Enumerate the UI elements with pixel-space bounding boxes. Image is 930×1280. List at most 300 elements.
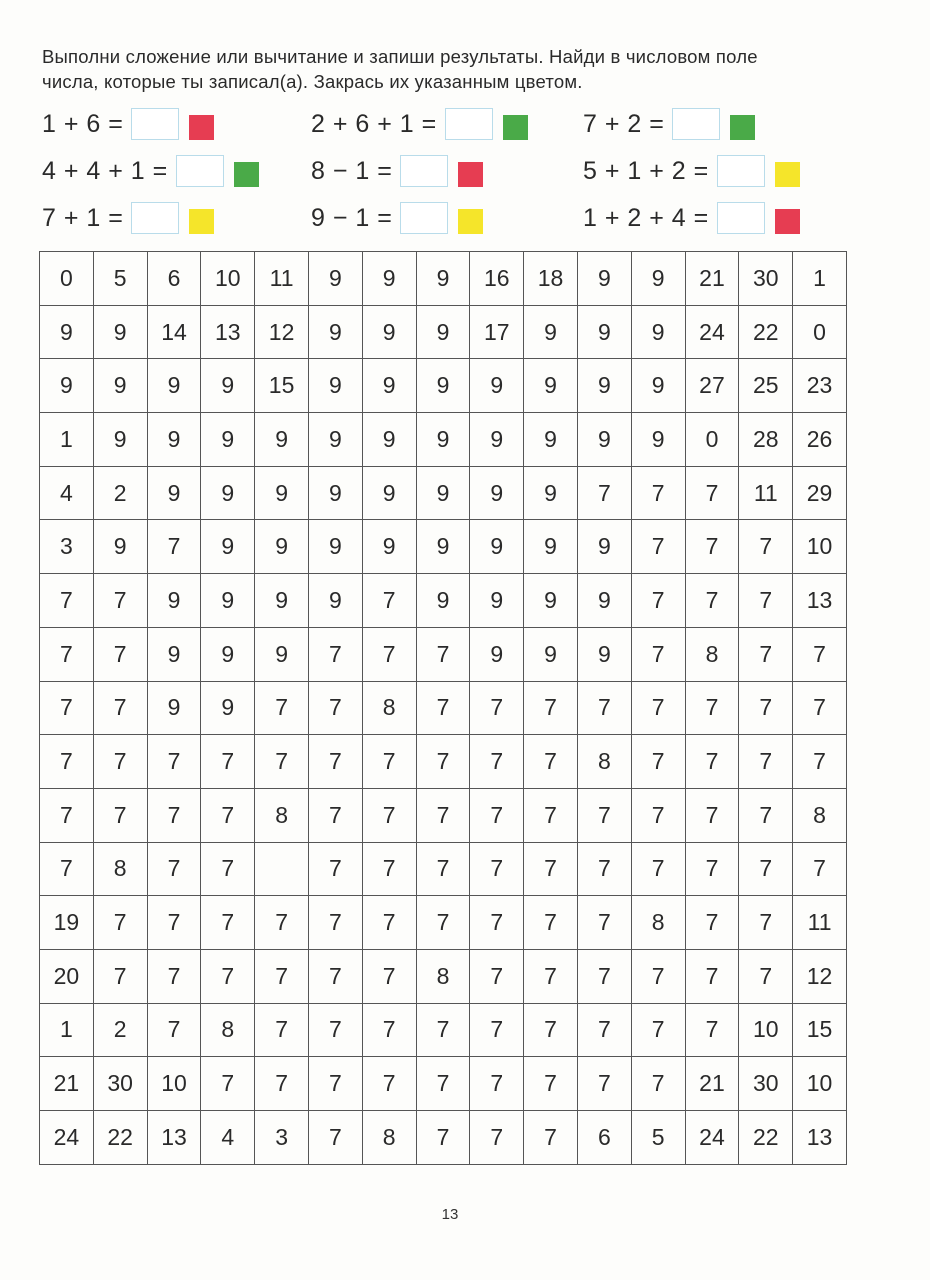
grid-cell[interactable]: 9	[147, 574, 201, 628]
grid-cell[interactable]: 9	[201, 681, 255, 735]
grid-cell[interactable]: 23	[793, 359, 847, 413]
grid-cell[interactable]: 9	[631, 413, 685, 467]
grid-cell[interactable]: 7	[93, 735, 147, 789]
grid-cell[interactable]: 7	[40, 788, 94, 842]
grid-cell[interactable]: 7	[416, 1111, 470, 1165]
grid-cell[interactable]: 9	[362, 466, 416, 520]
grid-cell[interactable]: 1	[40, 1003, 94, 1057]
grid-cell[interactable]: 9	[362, 520, 416, 574]
page-number: 13	[441, 1206, 459, 1223]
grid-cell[interactable]: 9	[308, 359, 362, 413]
grid-cell[interactable]: 9	[416, 252, 470, 306]
grid-cell[interactable]: 9	[416, 574, 470, 628]
grid-cell[interactable]: 11	[739, 466, 793, 520]
grid-cell[interactable]: 9	[40, 305, 94, 359]
grid-cell[interactable]: 9	[255, 413, 309, 467]
grid-cell[interactable]: 7	[685, 466, 739, 520]
equation-8	[311, 201, 483, 235]
grid-row	[40, 359, 847, 413]
grid-cell[interactable]: 7	[577, 1003, 631, 1057]
grid-cell[interactable]: 7	[93, 627, 147, 681]
grid-cell[interactable]: 18	[524, 252, 578, 306]
grid-cell[interactable]: 9	[308, 252, 362, 306]
grid-cell[interactable]: 17	[470, 305, 524, 359]
grid-cell[interactable]: 13	[201, 305, 255, 359]
grid-row	[40, 1003, 847, 1057]
grid-cell[interactable]: 0	[685, 413, 739, 467]
grid-cell[interactable]: 16	[470, 252, 524, 306]
grid-cell[interactable]: 9	[631, 305, 685, 359]
grid-cell[interactable]: 6	[147, 252, 201, 306]
grid-cell[interactable]: 7	[631, 520, 685, 574]
grid-cell[interactable]: 7	[524, 896, 578, 950]
grid-cell[interactable]: 7	[470, 842, 524, 896]
grid-cell[interactable]: 7	[308, 949, 362, 1003]
equation-3	[583, 107, 755, 141]
grid-cell[interactable]: 7	[201, 949, 255, 1003]
grid-cell[interactable]: 7	[362, 735, 416, 789]
grid-cell[interactable]: 21	[685, 1057, 739, 1111]
grid-cell[interactable]: 7	[308, 681, 362, 735]
answer-box[interactable]	[400, 155, 448, 187]
grid-cell[interactable]: 8	[362, 681, 416, 735]
grid-cell[interactable]: 8	[93, 842, 147, 896]
equation-expression: 5 + 1 + 2 =	[583, 156, 709, 185]
grid-cell[interactable]: 7	[40, 681, 94, 735]
answer-box[interactable]	[717, 202, 765, 234]
grid-cell[interactable]: 7	[739, 788, 793, 842]
grid-cell[interactable]: 21	[685, 252, 739, 306]
equation-1	[42, 107, 214, 141]
grid-cell[interactable]: 7	[739, 574, 793, 628]
grid-cell[interactable]: 12	[793, 949, 847, 1003]
grid-cell[interactable]: 7	[739, 681, 793, 735]
grid-cell[interactable]: 9	[147, 681, 201, 735]
grid-cell[interactable]: 7	[470, 1111, 524, 1165]
grid-cell[interactable]: 8	[793, 788, 847, 842]
grid-cell[interactable]: 9	[524, 305, 578, 359]
grid-cell[interactable]: 9	[577, 252, 631, 306]
grid-cell[interactable]: 24	[685, 305, 739, 359]
grid-cell[interactable]: 9	[201, 466, 255, 520]
grid-row	[40, 788, 847, 842]
grid-cell[interactable]: 7	[470, 1003, 524, 1057]
grid-cell[interactable]: 7	[201, 788, 255, 842]
grid-cell[interactable]: 7	[739, 627, 793, 681]
answer-box[interactable]	[445, 108, 493, 140]
grid-cell[interactable]: 9	[362, 252, 416, 306]
grid-cell[interactable]: 7	[362, 842, 416, 896]
grid-cell[interactable]: 7	[631, 574, 685, 628]
grid-row	[40, 735, 847, 789]
grid-cell[interactable]: 7	[308, 896, 362, 950]
grid-cell[interactable]: 7	[631, 627, 685, 681]
grid-cell[interactable]: 10	[793, 1057, 847, 1111]
answer-box[interactable]	[131, 108, 179, 140]
grid-cell[interactable]: 7	[255, 735, 309, 789]
grid-cell[interactable]: 11	[793, 896, 847, 950]
grid-cell[interactable]: 7	[147, 949, 201, 1003]
grid-cell[interactable]: 7	[739, 520, 793, 574]
grid-cell[interactable]: 7	[201, 1057, 255, 1111]
grid-cell[interactable]: 21	[40, 1057, 94, 1111]
color-swatch-red	[189, 115, 214, 140]
grid-row	[40, 1111, 847, 1165]
grid-cell[interactable]: 7	[362, 1003, 416, 1057]
grid-cell[interactable]: 10	[793, 520, 847, 574]
grid-cell[interactable]: 24	[685, 1111, 739, 1165]
grid-cell[interactable]: 8	[685, 627, 739, 681]
grid-cell[interactable]: 15	[793, 1003, 847, 1057]
grid-cell[interactable]: 7	[631, 788, 685, 842]
grid-cell[interactable]: 6	[577, 1111, 631, 1165]
grid-cell[interactable]: 10	[739, 1003, 793, 1057]
grid-cell[interactable]: 7	[416, 681, 470, 735]
grid-cell[interactable]: 7	[793, 627, 847, 681]
grid-cell[interactable]: 7	[201, 735, 255, 789]
grid-cell[interactable]: 5	[93, 252, 147, 306]
grid-cell[interactable]: 7	[524, 1111, 578, 1165]
grid-cell[interactable]: 9	[524, 520, 578, 574]
grid-cell[interactable]: 7	[631, 842, 685, 896]
color-swatch-yellow	[775, 162, 800, 187]
grid-cell[interactable]: 9	[470, 359, 524, 413]
grid-cell[interactable]: 9	[201, 520, 255, 574]
grid-cell[interactable]: 9	[93, 413, 147, 467]
grid-cell[interactable]: 7	[147, 896, 201, 950]
grid-cell[interactable]: 7	[685, 896, 739, 950]
grid-cell[interactable]: 7	[201, 896, 255, 950]
grid-cell[interactable]: 9	[308, 305, 362, 359]
grid-cell[interactable]: 9	[362, 305, 416, 359]
grid-row	[40, 466, 847, 520]
grid-cell[interactable]: 9	[255, 627, 309, 681]
grid-cell[interactable]: 7	[416, 896, 470, 950]
grid-cell[interactable]: 7	[631, 1003, 685, 1057]
grid-cell[interactable]: 9	[524, 359, 578, 413]
grid-cell[interactable]: 7	[308, 842, 362, 896]
grid-cell[interactable]: 5	[631, 1111, 685, 1165]
grid-cell[interactable]: 0	[793, 305, 847, 359]
grid-cell[interactable]: 9	[631, 252, 685, 306]
grid-cell[interactable]: 9	[524, 627, 578, 681]
grid-cell[interactable]: 7	[416, 788, 470, 842]
grid-cell[interactable]: 7	[793, 681, 847, 735]
grid-cell[interactable]: 7	[416, 842, 470, 896]
grid-cell[interactable]: 9	[308, 574, 362, 628]
grid-cell[interactable]	[255, 842, 309, 896]
grid-cell[interactable]: 7	[577, 949, 631, 1003]
grid-cell[interactable]: 7	[40, 627, 94, 681]
grid-cell[interactable]: 7	[524, 949, 578, 1003]
grid-cell[interactable]: 9	[93, 520, 147, 574]
instructions-line-2: числа, которые ты записал(а). Закрась их указанным цветом.	[42, 71, 583, 92]
answer-box[interactable]	[131, 202, 179, 234]
color-swatch-yellow	[189, 209, 214, 234]
grid-cell[interactable]: 7	[40, 842, 94, 896]
grid-cell[interactable]: 7	[255, 896, 309, 950]
grid-cell[interactable]: 1	[793, 252, 847, 306]
grid-cell[interactable]: 29	[793, 466, 847, 520]
grid-cell[interactable]: 9	[577, 627, 631, 681]
answer-box[interactable]	[400, 202, 448, 234]
equation-2	[311, 107, 528, 141]
grid-cell[interactable]: 9	[308, 413, 362, 467]
grid-cell[interactable]: 7	[577, 842, 631, 896]
grid-cell[interactable]: 9	[524, 466, 578, 520]
grid-cell[interactable]: 9	[147, 466, 201, 520]
grid-row	[40, 305, 847, 359]
grid-cell[interactable]: 7	[93, 574, 147, 628]
grid-cell[interactable]: 7	[685, 788, 739, 842]
grid-cell[interactable]: 7	[147, 735, 201, 789]
color-swatch-red	[775, 209, 800, 234]
grid-cell[interactable]: 7	[470, 896, 524, 950]
grid-cell[interactable]: 7	[416, 735, 470, 789]
grid-cell[interactable]: 7	[793, 735, 847, 789]
grid-cell[interactable]: 7	[362, 788, 416, 842]
grid-cell[interactable]: 7	[577, 1057, 631, 1111]
grid-cell[interactable]: 9	[470, 574, 524, 628]
grid-cell[interactable]: 9	[470, 466, 524, 520]
grid-cell[interactable]: 9	[255, 520, 309, 574]
grid-cell[interactable]: 24	[40, 1111, 94, 1165]
grid-cell[interactable]: 20	[40, 949, 94, 1003]
grid-cell[interactable]: 7	[739, 842, 793, 896]
grid-cell[interactable]: 7	[524, 1003, 578, 1057]
grid-cell[interactable]: 11	[255, 252, 309, 306]
grid-cell[interactable]: 15	[255, 359, 309, 413]
answer-box[interactable]	[176, 155, 224, 187]
grid-cell[interactable]: 7	[255, 1003, 309, 1057]
grid-cell[interactable]: 7	[416, 627, 470, 681]
grid-cell[interactable]: 19	[40, 896, 94, 950]
grid-cell[interactable]: 7	[93, 788, 147, 842]
grid-cell[interactable]: 12	[255, 305, 309, 359]
equation-5	[311, 154, 483, 188]
grid-cell[interactable]: 7	[577, 681, 631, 735]
grid-cell[interactable]: 30	[739, 1057, 793, 1111]
grid-cell[interactable]: 7	[362, 896, 416, 950]
grid-cell[interactable]: 7	[201, 842, 255, 896]
grid-cell[interactable]: 9	[416, 466, 470, 520]
grid-cell[interactable]: 9	[147, 627, 201, 681]
grid-cell[interactable]: 7	[147, 520, 201, 574]
grid-cell[interactable]: 7	[524, 681, 578, 735]
grid-cell[interactable]: 3	[255, 1111, 309, 1165]
grid-cell[interactable]: 7	[631, 1057, 685, 1111]
grid-row	[40, 896, 847, 950]
grid-cell[interactable]: 7	[308, 1057, 362, 1111]
grid-cell[interactable]: 7	[308, 788, 362, 842]
grid-row	[40, 520, 847, 574]
grid-cell[interactable]: 7	[147, 1003, 201, 1057]
grid-cell[interactable]: 7	[416, 1003, 470, 1057]
grid-cell[interactable]: 9	[524, 413, 578, 467]
grid-cell[interactable]: 9	[362, 413, 416, 467]
grid-cell[interactable]: 9	[470, 627, 524, 681]
grid-cell[interactable]: 4	[40, 466, 94, 520]
grid-cell[interactable]: 13	[793, 574, 847, 628]
grid-cell[interactable]: 7	[685, 842, 739, 896]
grid-cell[interactable]: 9	[470, 413, 524, 467]
equation-expression: 7 + 1 =	[42, 203, 124, 232]
grid-cell[interactable]: 9	[255, 574, 309, 628]
grid-cell[interactable]: 9	[201, 359, 255, 413]
equation-9	[583, 201, 800, 235]
color-swatch-green	[730, 115, 755, 140]
grid-cell[interactable]: 9	[577, 574, 631, 628]
grid-cell[interactable]: 7	[362, 574, 416, 628]
grid-cell[interactable]: 7	[362, 1057, 416, 1111]
grid-cell[interactable]: 7	[308, 1003, 362, 1057]
grid-cell[interactable]: 7	[308, 627, 362, 681]
grid-cell[interactable]: 9	[416, 305, 470, 359]
grid-cell[interactable]: 7	[362, 949, 416, 1003]
number-grid-body	[40, 252, 847, 1165]
equation-expression: 1 + 6 =	[42, 109, 124, 138]
grid-cell[interactable]: 10	[147, 1057, 201, 1111]
grid-cell[interactable]: 9	[201, 413, 255, 467]
grid-cell[interactable]: 27	[685, 359, 739, 413]
grid-cell[interactable]: 7	[739, 896, 793, 950]
grid-cell[interactable]: 7	[685, 735, 739, 789]
grid-cell[interactable]: 22	[739, 1111, 793, 1165]
grid-cell[interactable]: 9	[362, 359, 416, 413]
grid-cell[interactable]: 9	[577, 305, 631, 359]
grid-row	[40, 949, 847, 1003]
grid-cell[interactable]: 26	[793, 413, 847, 467]
grid-cell[interactable]: 7	[40, 735, 94, 789]
grid-cell[interactable]: 8	[577, 735, 631, 789]
grid-cell[interactable]: 7	[470, 788, 524, 842]
grid-cell[interactable]: 7	[631, 681, 685, 735]
equation-expression: 8 − 1 =	[311, 156, 393, 185]
grid-cell[interactable]: 7	[631, 949, 685, 1003]
grid-cell[interactable]: 9	[524, 574, 578, 628]
grid-cell[interactable]: 7	[255, 681, 309, 735]
grid-cell[interactable]: 7	[524, 1057, 578, 1111]
grid-cell[interactable]: 9	[416, 413, 470, 467]
color-swatch-red	[458, 162, 483, 187]
grid-cell[interactable]: 7	[255, 949, 309, 1003]
equation-expression: 9 − 1 =	[311, 203, 393, 232]
grid-cell[interactable]: 9	[416, 359, 470, 413]
grid-cell[interactable]: 9	[577, 520, 631, 574]
grid-cell[interactable]: 7	[308, 735, 362, 789]
grid-cell[interactable]: 1	[40, 413, 94, 467]
grid-cell[interactable]: 9	[577, 359, 631, 413]
grid-cell[interactable]: 7	[308, 1111, 362, 1165]
grid-cell[interactable]: 9	[577, 413, 631, 467]
grid-cell[interactable]: 30	[739, 252, 793, 306]
grid-cell[interactable]: 3	[40, 520, 94, 574]
grid-cell[interactable]: 7	[524, 735, 578, 789]
answer-box[interactable]	[717, 155, 765, 187]
grid-cell[interactable]: 7	[577, 788, 631, 842]
grid-cell[interactable]: 9	[147, 413, 201, 467]
grid-cell[interactable]: 7	[93, 949, 147, 1003]
grid-cell[interactable]: 7	[793, 842, 847, 896]
number-grid	[39, 251, 847, 1165]
grid-cell[interactable]: 9	[93, 305, 147, 359]
grid-cell[interactable]: 22	[93, 1111, 147, 1165]
grid-cell[interactable]: 10	[201, 252, 255, 306]
grid-row	[40, 574, 847, 628]
grid-cell[interactable]: 30	[93, 1057, 147, 1111]
equation-6	[583, 154, 800, 188]
grid-cell[interactable]: 7	[40, 574, 94, 628]
answer-box[interactable]	[672, 108, 720, 140]
grid-cell[interactable]: 22	[739, 305, 793, 359]
grid-cell[interactable]: 8	[201, 1003, 255, 1057]
grid-cell[interactable]: 2	[93, 466, 147, 520]
grid-cell[interactable]: 9	[255, 466, 309, 520]
grid-cell[interactable]: 9	[308, 520, 362, 574]
grid-cell[interactable]: 4	[201, 1111, 255, 1165]
grid-cell[interactable]: 7	[470, 681, 524, 735]
grid-cell[interactable]: 9	[147, 359, 201, 413]
grid-cell[interactable]: 9	[470, 520, 524, 574]
grid-cell[interactable]: 25	[739, 359, 793, 413]
grid-cell[interactable]: 7	[470, 1057, 524, 1111]
grid-cell[interactable]: 8	[631, 896, 685, 950]
grid-cell[interactable]: 8	[362, 1111, 416, 1165]
grid-cell[interactable]: 7	[93, 896, 147, 950]
grid-cell[interactable]: 9	[416, 520, 470, 574]
grid-cell[interactable]: 7	[93, 681, 147, 735]
grid-cell[interactable]: 7	[524, 842, 578, 896]
grid-cell[interactable]: 7	[255, 1057, 309, 1111]
grid-cell[interactable]: 9	[201, 627, 255, 681]
color-swatch-green	[503, 115, 528, 140]
grid-cell[interactable]: 9	[308, 466, 362, 520]
grid-cell[interactable]: 7	[631, 466, 685, 520]
grid-cell[interactable]: 7	[362, 627, 416, 681]
grid-cell[interactable]: 0	[40, 252, 94, 306]
grid-cell[interactable]: 13	[147, 1111, 201, 1165]
grid-cell[interactable]: 8	[416, 949, 470, 1003]
grid-cell[interactable]: 7	[147, 788, 201, 842]
grid-cell[interactable]: 7	[524, 788, 578, 842]
grid-cell[interactable]: 7	[685, 949, 739, 1003]
grid-cell[interactable]: 7	[739, 949, 793, 1003]
grid-cell[interactable]: 7	[470, 949, 524, 1003]
grid-cell[interactable]: 7	[685, 681, 739, 735]
grid-cell[interactable]: 7	[685, 574, 739, 628]
grid-cell[interactable]: 7	[685, 520, 739, 574]
grid-cell[interactable]: 7	[147, 842, 201, 896]
grid-cell[interactable]: 7	[577, 466, 631, 520]
grid-cell[interactable]: 7	[577, 896, 631, 950]
equation-7	[42, 201, 214, 235]
grid-cell[interactable]: 7	[416, 1057, 470, 1111]
grid-cell[interactable]: 9	[631, 359, 685, 413]
grid-cell[interactable]: 2	[93, 1003, 147, 1057]
grid-cell[interactable]: 7	[470, 735, 524, 789]
grid-cell[interactable]: 9	[201, 574, 255, 628]
grid-cell[interactable]: 7	[685, 1003, 739, 1057]
grid-cell[interactable]: 8	[255, 788, 309, 842]
grid-cell[interactable]: 7	[739, 735, 793, 789]
grid-cell[interactable]: 28	[739, 413, 793, 467]
grid-cell[interactable]: 13	[793, 1111, 847, 1165]
grid-cell[interactable]: 9	[40, 359, 94, 413]
grid-cell[interactable]: 7	[631, 735, 685, 789]
grid-cell[interactable]: 14	[147, 305, 201, 359]
grid-row	[40, 1057, 847, 1111]
grid-cell[interactable]: 9	[93, 359, 147, 413]
